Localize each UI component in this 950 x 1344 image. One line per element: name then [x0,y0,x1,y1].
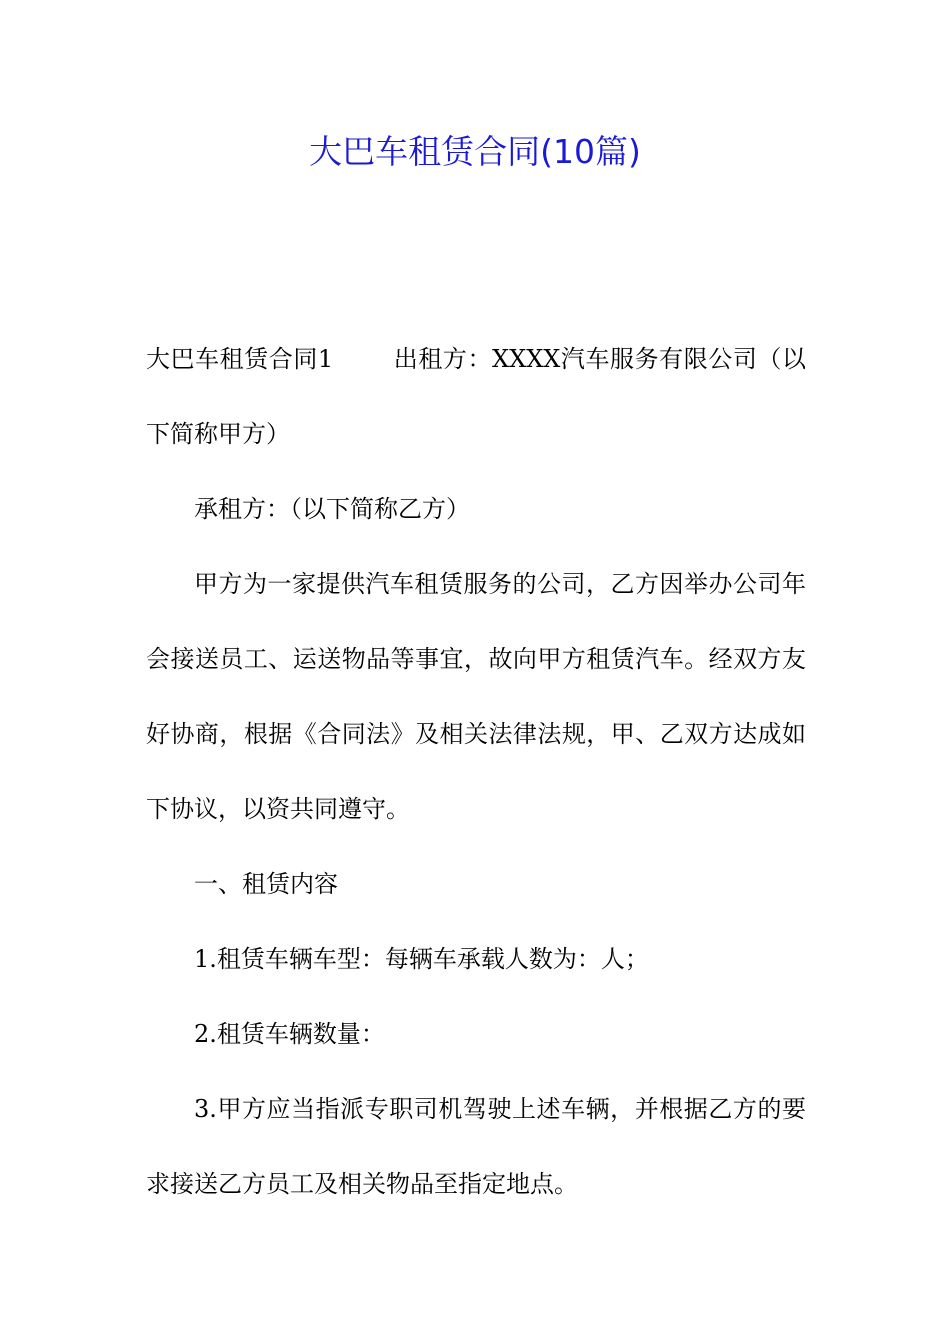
section-heading-lease-content: 一、租赁内容 [194,870,338,898]
paragraph-lessor [146,322,806,472]
document-body [146,322,806,1222]
clause-vehicle-quantity: 2.租赁车辆数量： [194,1020,385,1048]
lessor-text: 出租方：XXXX汽车服务有限公司（以下简称甲方） [146,345,806,448]
paragraph-lessee: 承租方：（以下简称乙方） [194,495,470,523]
clause-driver-assignment: 3.甲方应当指派专职司机驾驶上述车辆，并根据乙方的要求接送乙方员工及相关物品至指定地点。 [146,1095,806,1198]
document-title: 大巴车租赁合同(10篇) [309,132,641,171]
clause-vehicle-model: 1.租赁车辆车型：每辆车承载人数为：人； [194,945,649,973]
paragraph-preamble: 甲方为一家提供汽车租赁服务的公司，乙方因举办公司年会接送员工、运送物品等事宜，故向甲方租赁汽车。经双方友好协商，根据《合同法》及相关法律法规，甲、乙双方达成如下协议，以资共同遵守。 [146,570,806,823]
contract-heading: 大巴车租赁合同1 [146,345,334,373]
